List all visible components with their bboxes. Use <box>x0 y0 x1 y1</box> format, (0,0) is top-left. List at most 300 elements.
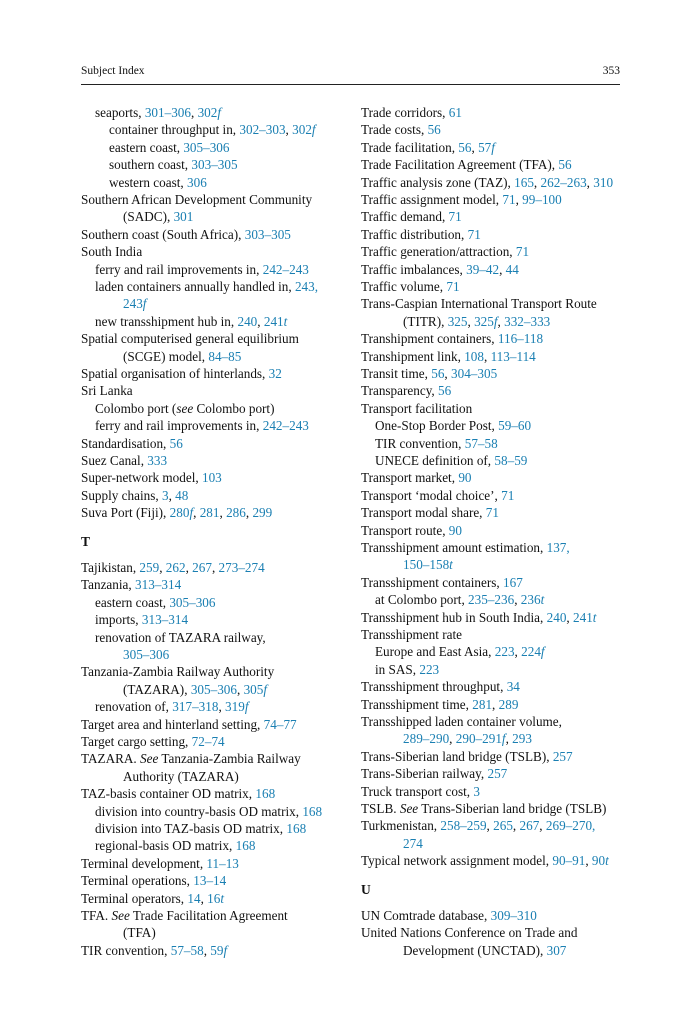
page-reference-link[interactable]: 305f <box>243 681 268 697</box>
entry-text: ferry and rail improvements in, <box>95 261 263 277</box>
page-reference-link[interactable]: 90t <box>591 853 609 869</box>
page-reference-link[interactable]: 286 <box>226 505 246 521</box>
page-reference-link[interactable]: 305–306 <box>123 647 170 662</box>
page-reference-link[interactable]: 303–305 <box>244 226 291 242</box>
entry-text: Trans-Siberian railway, <box>361 766 488 782</box>
see-reference: See <box>140 751 159 767</box>
page-reference-link[interactable]: 71 <box>485 505 499 521</box>
entry-text: Trans-Siberian land bridge (TSLB), <box>361 748 553 764</box>
index-entry: Turkmenistan, 258–259, 265, 267, 269–270, 274 <box>361 818 596 851</box>
page-reference-link[interactable]: 116–118 <box>497 331 544 347</box>
entry-text: Trade costs, <box>361 122 428 138</box>
page-reference-link[interactable]: 90 <box>448 522 462 538</box>
page-reference-link[interactable]: 57f <box>478 139 495 155</box>
page-reference-link[interactable]: 267 <box>519 818 540 834</box>
index-entry <box>361 208 462 225</box>
entry-text: One-Stop Border Post, <box>375 418 499 434</box>
page-reference-link[interactable]: 34 <box>506 679 520 695</box>
index-entry <box>81 733 225 750</box>
index-entry <box>361 487 514 504</box>
page-reference-link[interactable]: 11–13 <box>206 855 239 871</box>
index-entry: Transit time, 56, 304–305 <box>361 366 498 381</box>
page-number: 353 <box>602 65 620 77</box>
continuation-text: (TFA) <box>123 925 156 941</box>
page-reference-link[interactable]: 259 <box>139 560 160 575</box>
index-subentry <box>81 803 322 820</box>
entry-text: Standardisation, <box>81 435 170 451</box>
entry-continuation <box>361 556 570 573</box>
index-entry: Traffic analysis zone (TAZ), 165, 262–263, 310 <box>361 174 614 190</box>
page-reference-link[interactable]: 71 <box>467 226 481 242</box>
page-reference-link[interactable]: 3 <box>473 783 480 799</box>
index-entry <box>361 504 499 521</box>
page-reference-link[interactable]: 56 <box>431 366 445 381</box>
entry-text: western coast, <box>109 174 187 190</box>
entry-text: Transshipment hub in South India, <box>361 609 547 625</box>
entry-text: Transport facilitation <box>361 400 473 416</box>
page-reference-link[interactable]: 57–58 <box>170 942 204 958</box>
page-reference-link[interactable]: 59f <box>210 942 228 958</box>
page-reference-link[interactable]: 150–158t <box>403 557 453 573</box>
page-reference-link[interactable]: 265 <box>493 818 513 834</box>
page-reference-link[interactable]: 305–306 <box>190 681 237 697</box>
index-subentry <box>361 435 498 452</box>
entry-text: Transport market, <box>361 470 459 486</box>
page-reference-link[interactable]: 289 <box>498 696 519 712</box>
entry-text: renovation of, <box>95 699 173 715</box>
entry-text: Truck transport cost, <box>361 783 474 799</box>
index-section-letter: U <box>361 881 371 897</box>
page-reference-link[interactable]: 307 <box>546 942 567 958</box>
entry-text: Transport route, <box>361 522 449 538</box>
index-entry <box>81 785 275 802</box>
page-reference-link[interactable]: 71 <box>502 192 516 207</box>
index-entry <box>361 626 462 643</box>
index-entry <box>361 765 507 782</box>
page-reference-link[interactable]: 313–314 <box>141 612 189 628</box>
index-entry <box>361 278 460 295</box>
see-target: Colombo port) <box>193 400 275 416</box>
index-entry <box>361 713 562 748</box>
index-entry <box>361 907 537 924</box>
page-reference-link[interactable]: 302–303 <box>239 122 286 138</box>
page-reference-link[interactable]: 48 <box>175 487 189 503</box>
index-entry <box>361 783 480 800</box>
entry-text: new transshipment hub in, <box>95 313 238 329</box>
see-reference: See <box>111 908 130 923</box>
index-entry: Transshipment hub in South India, 240, 241t <box>361 609 597 625</box>
see-reference: see <box>176 400 194 416</box>
page-reference-link[interactable]: 103 <box>201 470 222 486</box>
entry-text: Spatial computerised general equilibrium <box>81 331 299 347</box>
index-subentry: at Colombo port, 235–236, 236t <box>375 592 545 608</box>
entry-text: UN Comtrade database, <box>361 908 491 923</box>
page-reference-link[interactable]: 299 <box>252 505 273 521</box>
index-subentry <box>81 611 188 628</box>
page-reference-link[interactable]: 61 <box>448 105 462 120</box>
page-reference-link[interactable]: 317–318 <box>172 699 219 715</box>
entry-text: Tanzania-Zambia Railway Authority <box>81 664 275 680</box>
index-entry: TIR convention, 57–58, 59f <box>81 942 228 958</box>
entry-continuation: (TAZARA), 305–306, 305f <box>123 681 268 697</box>
entry-text: Trade facilitation, <box>361 139 459 155</box>
entry-text: Target cargo setting, <box>81 734 192 749</box>
index-entry <box>81 872 226 889</box>
entry-text: Colombo port ( <box>95 400 177 416</box>
index-entry <box>81 469 222 486</box>
page-reference-link[interactable]: 305–306 <box>183 139 230 155</box>
page-reference-link[interactable]: 262–263 <box>540 174 587 190</box>
entry-text: Terminal operators, <box>81 890 188 906</box>
index-entry <box>81 716 297 733</box>
page-reference-link[interactable]: 3 <box>161 487 169 503</box>
index-subentry <box>81 417 309 434</box>
index-section-letter: T <box>81 533 91 549</box>
entry-text: Super-network model, <box>81 470 202 486</box>
page-reference-link[interactable]: 280f <box>169 505 194 521</box>
page-reference-link[interactable]: 165 <box>514 174 534 190</box>
index-subentry <box>81 174 207 191</box>
index-entry <box>361 104 462 121</box>
index-entry <box>361 330 543 347</box>
page-reference-link[interactable]: 235–236 <box>468 592 515 608</box>
page-reference-link[interactable]: 71 <box>501 487 515 503</box>
page-reference-link[interactable]: 113–114 <box>490 348 536 364</box>
page-reference-link[interactable]: 262 <box>165 560 186 575</box>
entry-text: division into TAZ-basis OD matrix, <box>95 821 287 836</box>
entry-text: at Colombo port, <box>375 592 469 608</box>
index-entry <box>81 435 183 452</box>
entry-text: TIR convention, <box>375 435 465 451</box>
page-reference-link[interactable]: 90–91 <box>552 853 586 869</box>
continuation-text: (SADC), <box>123 209 174 225</box>
index-entry <box>81 243 142 260</box>
entry-text: Sri Lanka <box>81 383 133 399</box>
page-reference-link[interactable]: 325 <box>447 313 468 329</box>
index-entry <box>361 539 570 574</box>
page-reference-link[interactable]: 13–14 <box>193 873 227 889</box>
entry-continuation <box>361 942 577 959</box>
continuation-text: (TAZARA), <box>123 681 191 697</box>
index-entry <box>81 855 239 872</box>
page-reference-link[interactable]: 293 <box>512 731 532 747</box>
index-entry <box>361 924 577 959</box>
index-entry <box>81 382 133 399</box>
index-subentry <box>81 837 255 854</box>
entry-text: Transhipment containers, <box>361 331 498 347</box>
index-entry <box>361 574 523 591</box>
index-subentry: seaports, 301–306, 302f <box>95 105 222 120</box>
entry-text: TFA. <box>81 908 112 923</box>
entry-text: Suva Port (Fiji), <box>81 505 170 521</box>
index-entry: Traffic imbalances, 39–42, 44 <box>361 261 519 277</box>
page-reference-link[interactable]: 137, <box>546 540 570 555</box>
index-subentry <box>81 156 238 173</box>
page-reference-link[interactable]: 167 <box>503 574 523 590</box>
see-target: Trade Facilitation Agreement <box>129 908 288 923</box>
entry-text: Transshipment throughput, <box>361 679 507 695</box>
index-entry <box>361 748 573 765</box>
page-reference-link[interactable]: 281 <box>472 696 493 712</box>
entry-text: Traffic assignment model, <box>361 192 503 207</box>
index-entry: Transshipment time, 281, 289 <box>361 696 519 712</box>
see-reference: See <box>399 801 419 816</box>
entry-text: container throughput in, <box>109 122 240 138</box>
page-reference-link[interactable]: 304–305 <box>451 366 498 381</box>
index-entry <box>81 907 288 942</box>
index-entry <box>81 452 167 469</box>
entry-text: Southern coast (South Africa), <box>81 226 245 242</box>
page-reference-link[interactable]: 258–259 <box>440 818 487 834</box>
running-header-title: Subject Index <box>81 65 145 77</box>
entry-text: eastern coast, <box>109 139 184 155</box>
page-reference-link[interactable]: 56 <box>169 435 183 451</box>
page-reference-link[interactable]: 44 <box>505 261 519 277</box>
index-entry <box>361 522 462 539</box>
page-reference-link[interactable]: 56 <box>558 157 572 173</box>
entry-text: Trade corridors, <box>361 105 449 120</box>
page-reference-link[interactable]: 267 <box>192 560 212 575</box>
page-reference-link[interactable]: 32 <box>268 366 282 381</box>
page-reference-link[interactable]: 168 <box>302 803 323 819</box>
page-reference-link[interactable]: 290–291f <box>455 731 506 747</box>
page-reference-link[interactable]: 84–85 <box>208 348 242 364</box>
page-reference-link[interactable]: 242–243 <box>262 261 309 277</box>
index-entry <box>81 226 291 243</box>
index-entry <box>361 243 529 260</box>
entry-text: in SAS, <box>375 661 420 677</box>
page-reference-link[interactable]: 269–270, <box>545 818 596 834</box>
page-reference-link[interactable]: 243, <box>294 279 319 294</box>
entry-text: ferry and rail improvements in, <box>95 418 263 434</box>
index-entry <box>81 330 299 365</box>
page-reference-link[interactable]: 257 <box>487 766 508 782</box>
index-entry: Transhipment link, 108, 113–114 <box>361 348 536 364</box>
continuation-text: Authority (TAZARA) <box>123 768 239 784</box>
page-reference-link[interactable]: 58–59 <box>494 453 528 468</box>
index-subentry: new transshipment hub in, 240, 241t <box>95 313 288 329</box>
entry-text: Trade Facilitation Agreement (TFA), <box>361 157 559 173</box>
page-reference-link[interactable]: 302f <box>197 105 222 120</box>
page-reference-link[interactable]: 56 <box>438 383 452 399</box>
page-reference-link[interactable]: 274 <box>403 835 423 851</box>
entry-text: Europe and East Asia, <box>375 644 495 660</box>
page-reference-link[interactable]: 72–74 <box>191 734 225 749</box>
index-entry <box>361 295 597 330</box>
index-subentry <box>361 452 527 469</box>
entry-text: Transshipment rate <box>361 627 462 642</box>
header-rule <box>81 84 620 85</box>
index-entry <box>81 365 282 382</box>
page-reference-link[interactable]: 71 <box>446 279 460 294</box>
entry-text: Southern African Development Community <box>81 192 313 207</box>
entry-text: TAZARA. <box>81 751 141 767</box>
entry-text: United Nations Conference on Trade and <box>361 925 578 941</box>
page-reference-link[interactable]: 273–274 <box>218 560 265 575</box>
entry-text: TIR convention, <box>81 942 171 958</box>
page-reference-link[interactable]: 16t <box>207 890 225 906</box>
page-reference-link[interactable]: 57–58 <box>464 435 498 451</box>
page-reference-link[interactable]: 309–310 <box>490 908 537 923</box>
page-reference-link[interactable]: 168 <box>235 838 256 854</box>
entry-continuation <box>95 646 266 663</box>
index-entry: Supply chains, 3, 48 <box>81 487 189 503</box>
entry-text: eastern coast, <box>95 594 170 610</box>
entry-text: Transshipped laden container volume, <box>361 714 562 729</box>
entry-text: TAZ-basis container OD matrix, <box>81 786 256 802</box>
entry-text: Traffic volume, <box>361 279 447 294</box>
entry-text: Suez Canal, <box>81 453 148 468</box>
entry-continuation <box>81 768 301 785</box>
index-entry <box>81 191 312 226</box>
entry-text: imports, <box>95 612 142 628</box>
page-reference-link[interactable]: 224f <box>521 644 545 660</box>
entry-text: southern coast, <box>109 157 192 173</box>
index-subentry: Europe and East Asia, 223, 224f <box>375 644 545 660</box>
entry-continuation <box>95 295 318 312</box>
page-reference-link[interactable]: 240 <box>546 609 567 625</box>
page-reference-link[interactable]: 241t <box>263 313 288 329</box>
entry-text: Traffic demand, <box>361 209 449 225</box>
index-entry: Trade facilitation, 56, 57f <box>361 139 495 155</box>
index-subentry <box>361 661 439 678</box>
entry-text: Transport ‘modal choice’, <box>361 487 502 503</box>
page-reference-link[interactable]: 301–306 <box>144 105 191 120</box>
page-reference-link[interactable]: 301 <box>173 209 194 225</box>
page-reference-link[interactable]: 303–305 <box>191 157 238 173</box>
page-reference-link[interactable]: 289–290 <box>403 731 450 747</box>
entry-text: Transparency, <box>361 383 439 399</box>
page-reference-link[interactable]: 257 <box>552 748 573 764</box>
index-entry <box>361 226 481 243</box>
page-reference-link[interactable]: 302f <box>292 122 316 138</box>
index-entry <box>361 800 606 817</box>
index-entry <box>361 156 572 173</box>
entry-text: Transhipment link, <box>361 348 465 364</box>
page-reference-link[interactable]: 71 <box>448 209 462 225</box>
page-reference-link[interactable]: 313–314 <box>135 577 182 593</box>
entry-text: renovation of TAZARA railway, <box>95 629 266 645</box>
entry-text: TSLB. <box>361 801 400 816</box>
entry-text: Typical network assignment model, <box>361 853 553 869</box>
index-entry: Traffic assignment model, 71, 99–100 <box>361 192 562 207</box>
index-subentry <box>361 417 531 434</box>
page-reference-link[interactable]: 236t <box>520 592 545 608</box>
entry-text: Terminal operations, <box>81 873 194 889</box>
index-entry: Terminal operators, 14, 16t <box>81 890 225 906</box>
index-entry: Suva Port (Fiji), 280f, 281, 286, 299 <box>81 505 273 521</box>
page-reference-link[interactable]: 71 <box>515 244 530 260</box>
page-reference-link[interactable]: 319f <box>225 699 249 715</box>
entry-continuation <box>361 835 595 852</box>
entry-text: seaports, <box>95 105 145 120</box>
entry-text: Transshipment containers, <box>361 574 503 590</box>
entry-text: division into country-basis OD matrix, <box>95 803 303 819</box>
index-subentry: container throughput in, 302–303, 302f <box>109 122 316 138</box>
page-reference-link[interactable]: 56 <box>427 122 441 138</box>
page-reference-link[interactable]: 90 <box>458 470 472 486</box>
page-reference-link[interactable]: 223 <box>494 644 515 660</box>
entry-text: Transit time, <box>361 366 432 381</box>
page-reference-link[interactable]: 14 <box>187 890 201 906</box>
entry-text: UNECE definition of, <box>375 453 495 468</box>
index-entry <box>81 663 274 698</box>
entry-text: Traffic imbalances, <box>361 261 467 277</box>
index-subentry <box>81 400 275 417</box>
continuation-text: Development (UNCTAD), <box>403 942 547 958</box>
page-reference-link[interactable]: 325f <box>474 313 498 329</box>
entry-text: Target area and hinterland setting, <box>81 716 264 732</box>
entry-text: Terminal development, <box>81 855 207 871</box>
entry-text: Trans-Caspian International Transport Route <box>361 296 597 312</box>
page-reference-link[interactable]: 242–243 <box>262 418 309 434</box>
page-reference-link[interactable]: 243f <box>123 296 147 312</box>
page-reference-link[interactable]: 223 <box>419 661 440 677</box>
entry-text: Spatial organisation of hinterlands, <box>81 366 269 381</box>
index-entry <box>361 121 441 138</box>
index-subentry: renovation of, 317–318, 319f <box>95 699 249 715</box>
page-reference-link[interactable]: 281 <box>199 505 220 521</box>
index-subentry <box>81 594 215 611</box>
entry-text: Turkmenistan, <box>361 818 441 834</box>
entry-text: Transport modal share, <box>361 505 486 521</box>
page-reference-link[interactable]: 332–333 <box>504 313 551 329</box>
continuation-text: (TITR), <box>403 313 448 329</box>
page-reference-link[interactable]: 168 <box>286 821 307 836</box>
page-reference-link[interactable]: 56 <box>458 139 472 155</box>
page-reference-link[interactable]: 108 <box>464 348 484 364</box>
page-reference-link[interactable]: 99–100 <box>522 192 562 207</box>
page-reference-link[interactable]: 74–77 <box>263 716 297 732</box>
page-reference-link[interactable]: 306 <box>187 174 207 190</box>
index-subentry <box>81 139 229 156</box>
index-subentry <box>81 278 318 313</box>
index-entry <box>81 576 181 593</box>
entry-text: regional-basis OD matrix, <box>95 838 236 854</box>
entry-text: Transshipment amount estimation, <box>361 540 547 555</box>
entry-text: South India <box>81 244 143 260</box>
index-subentry <box>81 261 309 278</box>
index-entry <box>361 469 472 486</box>
entry-text: Transshipment time, <box>361 696 473 712</box>
page-reference-link[interactable]: 168 <box>255 786 276 802</box>
entry-text: Traffic distribution, <box>361 226 468 242</box>
page-reference-link[interactable]: 59–60 <box>498 418 532 434</box>
entry-text: Supply chains, <box>81 487 162 503</box>
entry-continuation <box>81 208 312 225</box>
entry-continuation: (TITR), 325, 325f, 332–333 <box>403 313 551 329</box>
index-entry <box>361 382 451 399</box>
page-reference-link[interactable]: 305–306 <box>169 594 216 610</box>
entry-continuation <box>81 348 299 365</box>
index-entry: Typical network assignment model, 90–91, 90t <box>361 853 609 869</box>
page-reference-link[interactable]: 240 <box>237 313 258 329</box>
index-subentry <box>81 629 266 664</box>
index-entry <box>81 750 301 785</box>
page-reference-link[interactable]: 39–42 <box>466 261 500 277</box>
entry-text: Traffic generation/attraction, <box>361 244 516 260</box>
see-target: Trans-Siberian land bridge (TSLB) <box>418 801 607 816</box>
entry-text: Tanzania, <box>81 577 135 593</box>
index-entry: Tajikistan, 259, 262, 267, 273–274 <box>81 560 265 575</box>
index-entry <box>361 678 520 695</box>
page-reference-link[interactable]: 241t <box>573 609 597 625</box>
entry-continuation <box>81 924 288 941</box>
page-reference-link[interactable]: 333 <box>147 453 168 468</box>
index-entry <box>361 400 472 417</box>
index-subentry <box>81 820 306 837</box>
page-reference-link[interactable]: 310 <box>593 174 614 190</box>
